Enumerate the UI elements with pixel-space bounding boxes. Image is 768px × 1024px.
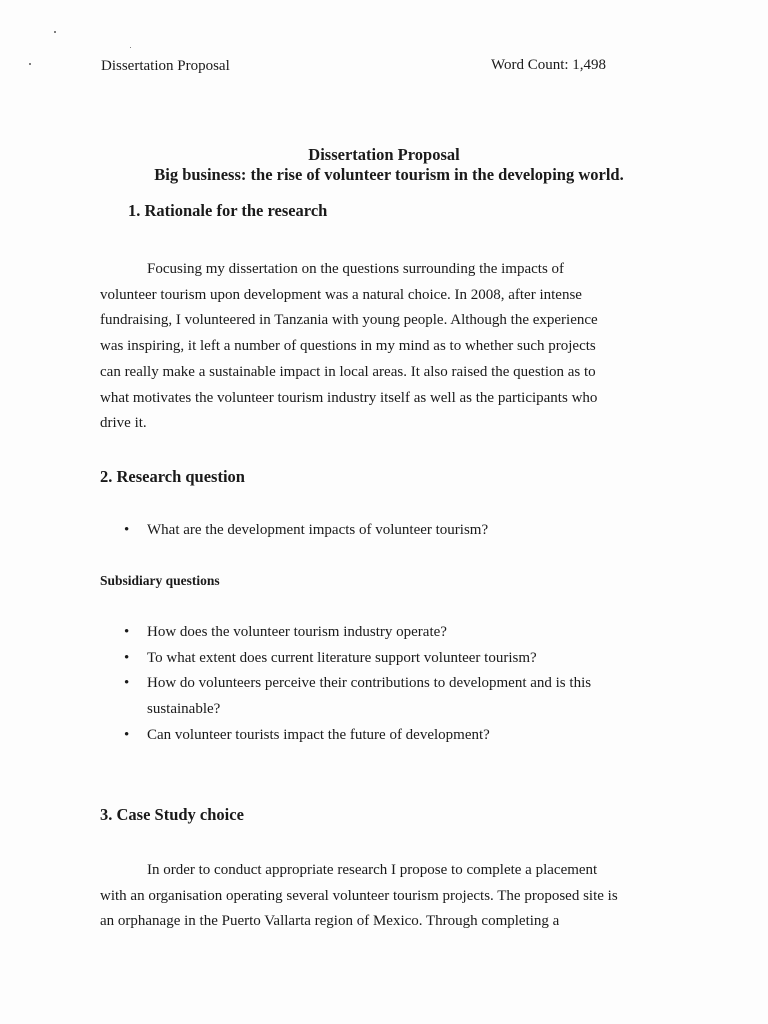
title-line-1: Dissertation Proposal — [308, 145, 460, 164]
section-1-paragraph — [100, 257, 630, 437]
running-header-left: Dissertation Proposal — [101, 58, 230, 74]
section-2-heading: 2. Research question — [100, 467, 245, 486]
list-item — [100, 646, 620, 672]
scan-speck — [130, 47, 131, 48]
section-3-heading: 3. Case Study choice — [100, 805, 244, 824]
bullet-icon: • — [124, 675, 130, 692]
subsidiary-question: To what extent does current literature support volunteer tourism? — [147, 649, 537, 666]
bullet-icon: • — [124, 624, 130, 640]
paragraph-line: an orphanage in the Puerto Vallarta region of Mexico. Through completing a — [100, 913, 560, 930]
subsidiary-question: How does the volunteer tourism industry operate? — [147, 624, 447, 640]
paragraph-line: can really make a sustainable impact in local areas. It also raised the question as to — [100, 363, 596, 380]
subsidiary-question: How do volunteers perceive their contributions to development and is this sustainable? — [147, 675, 592, 718]
title-line-2: Big business: the rise of volunteer tourism in the developing world. — [154, 165, 624, 184]
paragraph-line: In order to conduct appropriate research I propose to complete a placement — [147, 862, 598, 878]
main-research-question: What are the development impacts of volunteer tourism? — [147, 522, 489, 538]
list-item — [100, 518, 640, 544]
bullet-icon: • — [124, 649, 130, 666]
bullet-icon: • — [124, 522, 130, 538]
paragraph-line: Focusing my dissertation on the questions surrounding the impacts of — [147, 261, 565, 277]
subsidiary-question: Can volunteer tourists impact the future of development? — [147, 726, 490, 743]
subsidiary-question-list — [100, 620, 620, 749]
paragraph-line: what motivates the volunteer tourism industry itself as well as the participants who — [100, 389, 598, 406]
word-count: Word Count: 1,498 — [491, 57, 607, 73]
scan-speck — [29, 63, 31, 65]
paragraph-line: drive it. — [100, 415, 147, 432]
bullet-icon: • — [124, 726, 130, 743]
research-question-list — [100, 518, 640, 544]
section-3-paragraph — [100, 858, 640, 935]
list-item — [100, 620, 620, 646]
list-item — [100, 671, 620, 722]
list-item — [100, 723, 620, 749]
paragraph-line: was inspiring, it left a number of questions in my mind as to whether such projects — [100, 338, 596, 355]
paragraph-line: fundraising, I volunteered in Tanzania with young people. Although the experience — [100, 312, 598, 329]
section-1-heading: 1. Rationale for the research — [128, 201, 328, 220]
paragraph-line: volunteer tourism upon development was a natural choice. In 2008, after intense — [100, 286, 582, 303]
paragraph-line: with an organisation operating several volunteer tourism projects. The proposed site is — [100, 887, 618, 904]
scan-speck — [54, 31, 56, 33]
document-title — [0, 145, 768, 185]
subsidiary-questions-heading: Subsidiary questions — [100, 573, 220, 588]
